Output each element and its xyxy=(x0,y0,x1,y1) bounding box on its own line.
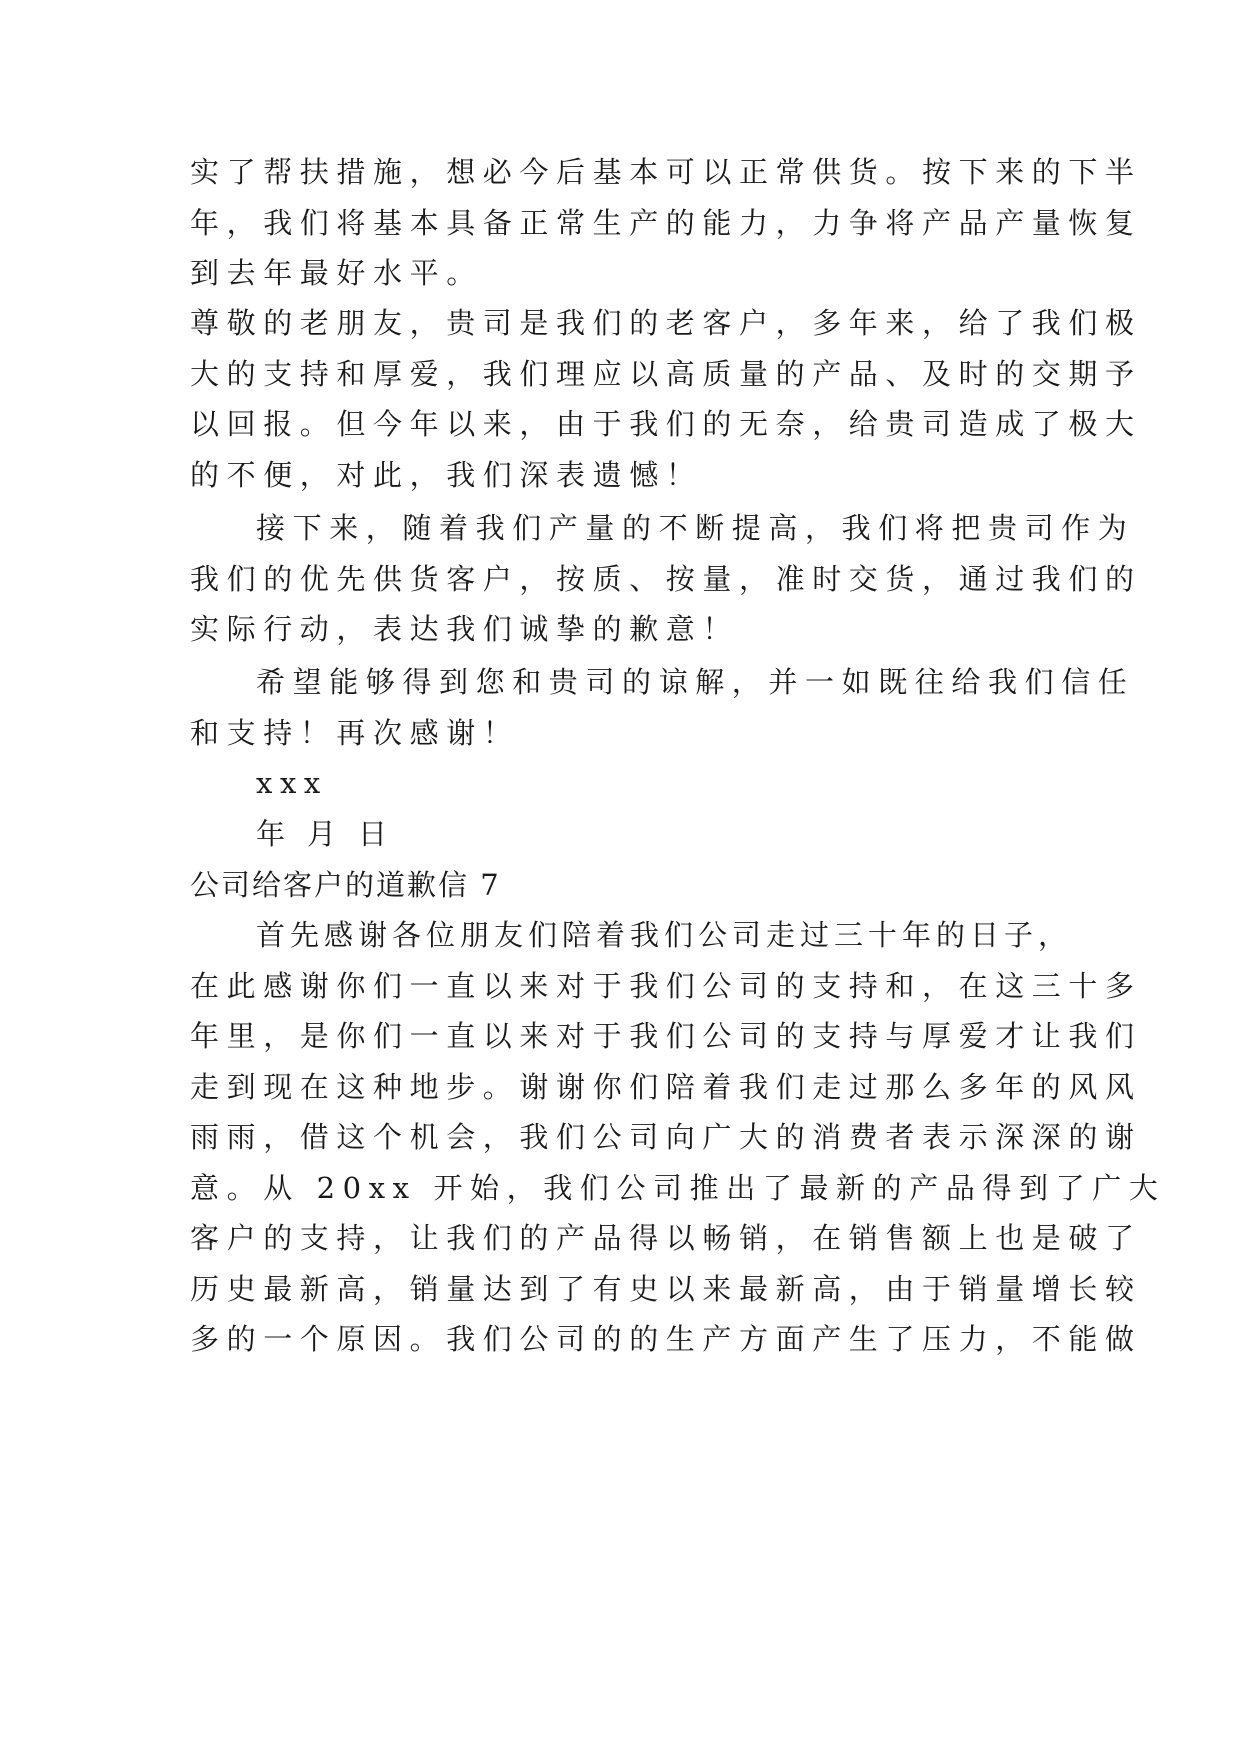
paragraph-line: 我们的优先供货客户，按质、按量，准时交货，通过我们的 xyxy=(190,562,1142,596)
paragraph-line: 意。从 20xx 开始，我们公司推出了最新的产品得到了广大 xyxy=(190,1171,1166,1205)
paragraph-line: 客户的支持，让我们的产品得以畅销，在销售额上也是破了 xyxy=(190,1221,1142,1255)
paragraph-line: 实际行动，表达我们诚挚的歉意！ xyxy=(190,612,740,646)
paragraph-line: 年里，是你们一直以来对于我们公司的支持与厚爱才让我们 xyxy=(190,1019,1142,1053)
date-year: 年 xyxy=(256,817,286,851)
date-line xyxy=(256,814,409,854)
date-month: 月 xyxy=(307,817,337,851)
section-title: 公司给客户的道歉信 7 xyxy=(190,868,501,902)
paragraph-line: 的不便，对此，我们深表遗憾！ xyxy=(190,458,703,492)
paragraph-line: 以回报。但今年以来，由于我们的无奈，给贵司造成了极大 xyxy=(190,407,1142,441)
paragraph-line: 年，我们将基本具备正常生产的能力，力争将产品产量恢复 xyxy=(190,206,1142,240)
paragraph-line: 接下来，随着我们产量的不断提高，我们将把贵司作为 xyxy=(256,511,1135,545)
date-day: 日 xyxy=(358,817,388,851)
paragraph-line: 和支持！再次感谢！ xyxy=(190,716,520,750)
paragraph-line: 尊敬的老朋友，贵司是我们的老客户，多年来，给了我们极 xyxy=(190,306,1142,340)
paragraph-line: 在此感谢你们一直以来对于我们公司的支持和，在这三十多 xyxy=(190,969,1142,1003)
signature-name: xxx xyxy=(256,766,328,800)
paragraph-line: 历史最新高，销量达到了有史以来最新高，由于销量增长较 xyxy=(190,1272,1142,1306)
paragraph-line: 实了帮扶措施，想必今后基本可以正常供货。按下来的下半 xyxy=(190,155,1142,189)
paragraph-line: 首先感谢各位朋友们陪着我们公司走过三十年的日子， xyxy=(256,918,1073,952)
paragraph-line: 大的支持和厚爱，我们理应以高质量的产品、及时的交期予 xyxy=(190,357,1142,391)
paragraph-line: 雨雨，借这个机会，我们公司向广大的消费者表示深深的谢 xyxy=(190,1120,1142,1154)
paragraph-line: 到去年最好水平。 xyxy=(190,256,483,290)
paragraph-line: 希望能够得到您和贵司的谅解，并一如既往给我们信任 xyxy=(256,665,1135,699)
paragraph-line: 走到现在这种地步。谢谢你们陪着我们走过那么多年的风风 xyxy=(190,1070,1142,1104)
paragraph-line: 多的一个原因。我们公司的的生产方面产生了压力，不能做 xyxy=(190,1322,1142,1356)
